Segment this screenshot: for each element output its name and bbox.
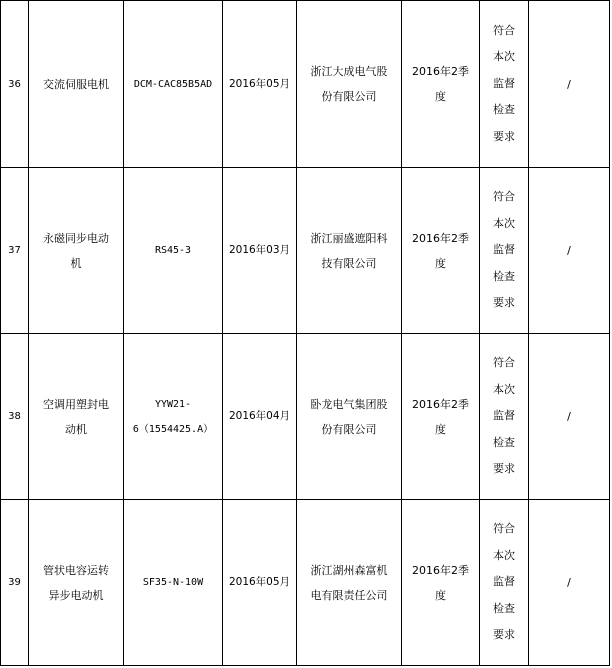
model-line: YYW21- [154, 398, 192, 410]
inspection-quarter [402, 1, 480, 168]
inspection-result [480, 1, 529, 168]
table-row [1, 168, 610, 334]
result-line: 要求 [493, 129, 515, 143]
quarter-line: 度 [435, 90, 446, 103]
product-line: 机 [70, 256, 82, 270]
quarter-line: 2016年2季 [412, 563, 469, 577]
quarter-line: 度 [435, 256, 446, 270]
note: / [529, 500, 610, 666]
result-line: 检查 [493, 103, 515, 117]
result-line: 本次 [493, 216, 515, 230]
product-name [29, 500, 124, 666]
result-line: 监督 [493, 243, 515, 257]
result-line: 符合 [493, 23, 515, 37]
company-name [297, 334, 402, 500]
inspection-quarter [402, 500, 480, 666]
inspection-result [480, 168, 529, 334]
company-name [297, 168, 402, 334]
production-date: 2016年04月 [223, 334, 297, 500]
product-line: 动机 [65, 422, 87, 436]
inspection-quarter [402, 168, 480, 334]
quarter-line: 2016年2季 [412, 231, 469, 245]
model-number: DCM-CAC85B5AD [124, 1, 223, 168]
company-name [297, 500, 402, 666]
model-line: 6（1554425.A） [132, 423, 214, 435]
row-number: 36 [1, 1, 29, 168]
product-line: 异步电动机 [48, 588, 104, 602]
product-name [29, 334, 124, 500]
result-line: 符合 [493, 190, 515, 204]
table-row [1, 1, 610, 168]
model-number: RS45-3 [124, 168, 223, 334]
result-line: 监督 [493, 76, 515, 90]
result-line: 要求 [493, 628, 515, 642]
row-number: 37 [1, 168, 29, 334]
production-date: 2016年05月 [223, 500, 297, 666]
production-date: 2016年05月 [223, 1, 297, 168]
result-line: 要求 [493, 462, 515, 476]
product-line: 空调用塑封电 [43, 397, 109, 411]
quarter-line: 2016年2季 [412, 65, 469, 78]
result-line: 监督 [493, 575, 515, 589]
company-line: 份有限公司 [321, 422, 377, 436]
company-line: 份有限公司 [321, 90, 377, 103]
result-line: 本次 [493, 50, 515, 64]
row-number: 38 [1, 334, 29, 500]
result-line: 符合 [493, 356, 515, 370]
company-line: 浙江丽盛遮阳科 [310, 231, 388, 245]
company-line: 卧龙电气集团股 [310, 397, 388, 411]
result-line: 监督 [493, 409, 515, 423]
company-name [297, 1, 402, 168]
product-line: 管状电容运转 [43, 563, 109, 577]
quarter-line: 度 [435, 588, 446, 602]
result-line: 检查 [493, 601, 515, 615]
result-line: 本次 [493, 382, 515, 396]
company-line: 浙江湖州森富机 [310, 563, 388, 577]
company-line: 浙江大成电气股 [310, 65, 388, 78]
product-line: 永磁同步电动 [43, 231, 109, 245]
model-number [124, 334, 223, 500]
result-line: 检查 [493, 269, 515, 283]
table-row [1, 500, 610, 666]
inspection-result [480, 500, 529, 666]
product-name: 交流伺服电机 [29, 1, 124, 168]
inspection-result [480, 334, 529, 500]
row-number: 39 [1, 500, 29, 666]
quarter-line: 2016年2季 [412, 397, 469, 411]
production-date: 2016年03月 [223, 168, 297, 334]
result-line: 检查 [493, 435, 515, 449]
product-name [29, 168, 124, 334]
quarter-line: 度 [435, 422, 446, 436]
note: / [529, 334, 610, 500]
note: / [529, 1, 610, 168]
result-line: 本次 [493, 548, 515, 562]
inspection-quarter [402, 334, 480, 500]
note: / [529, 168, 610, 334]
result-line: 符合 [493, 522, 515, 536]
table-row [1, 334, 610, 500]
company-line: 技有限公司 [321, 256, 377, 270]
result-line: 要求 [493, 296, 515, 310]
company-line: 电有限责任公司 [310, 588, 388, 602]
model-number: SF35-N-10W [124, 500, 223, 666]
